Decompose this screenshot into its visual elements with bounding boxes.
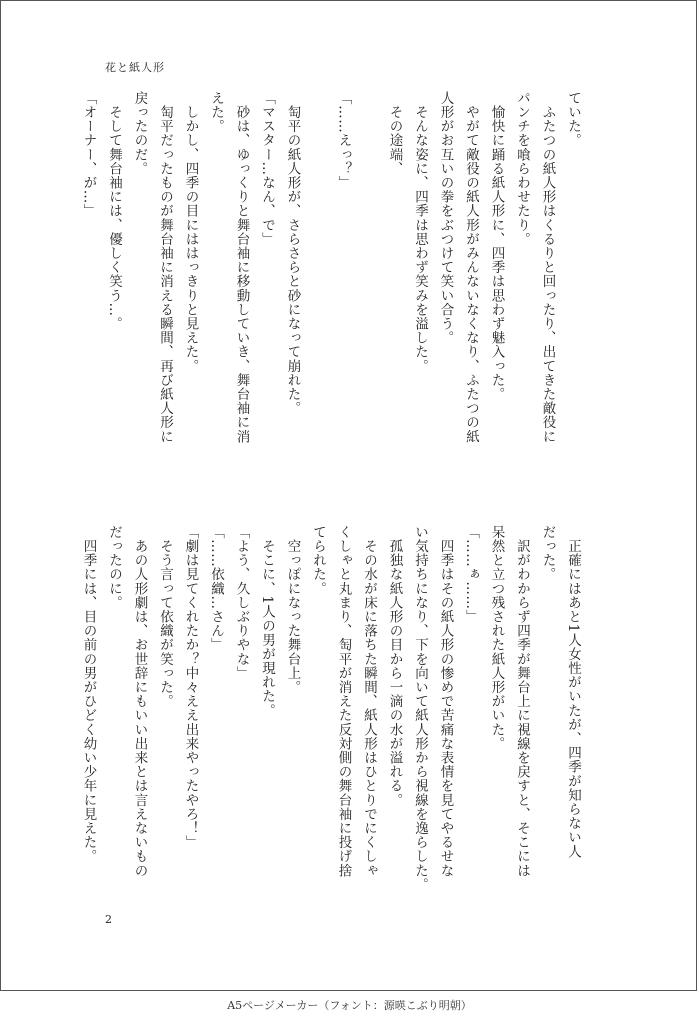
text-line: そう言って依織が笑った。 [157,525,173,709]
text-line: 「劇は見てくれたか？中々ええ出来やったやろ！」 [182,525,199,850]
text-line: 匋平の紙人形が、さらさらと砂になって崩れた。 [284,91,301,416]
text-line: くしゃと丸まり、匋平が消えた反対側の舞台袖に投げ捨 [335,525,352,878]
text-line: しかし、四季の目にははっきりと見えた。 [182,91,199,373]
text-line: だった。 [539,525,556,582]
text-line: そんな姿に、四季は思わず笑みを溢した。 [412,91,428,373]
text-line: えた。 [208,91,224,134]
text-line: その途端、 [386,91,403,176]
text-line: 四季には、目の前の男がひどく幼い少年に見えた。 [80,525,97,864]
text-block-upper [75,91,585,491]
text-line: てられた。 [310,525,326,596]
text-line: 「マスター…なん、で」 [259,91,275,247]
text-block-lower [75,525,585,925]
text-line: 「よう、久しぶりやな」 [233,525,250,681]
text-line: 「オーナー、が…」 [80,91,97,218]
text-line: 空っぽになった舞台上。 [284,525,301,695]
text-line: 人形がお互いの拳をぶつけて笑い合う。 [437,91,454,345]
footer-caption: A5ページメーカー（フォント：源暎こぶり明朝） [227,999,472,1012]
text-line: 砂は、ゆっくりと舞台袖に移動していき、舞台袖に消 [233,91,250,444]
text-line: 呆然と立つ残された紙人形がいた。 [488,525,505,751]
text-line: 四季はその紙人形の惨めで苦痛な表情を見てやるせな [437,525,454,878]
text-line: ふたつの紙人形はくるりと回ったり、出てきた敵役に [539,91,556,444]
text-line: その水が床に落ちた瞬間、紙人形はひとりでにくしゃ [361,525,377,878]
text-line [305,91,331,491]
text-line [356,91,382,491]
text-line: あの人形劇は、お世辞にもいい出来とは言えないもの [131,525,148,878]
text-line: 正確にはあと1人女性がいたが、四季が知らない人 [565,525,581,859]
text-line: 戻ったのだ。 [131,91,148,176]
running-title: 花と紙人形 [105,61,165,74]
text-line: 「……ぁ……」 [463,525,479,624]
text-line: 「……えっ？」 [335,91,352,190]
text-line: ていた。 [565,91,581,148]
text-line: パンチを喰らわせたり。 [514,91,530,247]
text-line: やがて敵役の紙人形がみんないなくなり、ふたつの紙 [463,91,479,444]
text-line: 匋平だったものが舞台袖に消える瞬間、再び紙人形に [157,91,173,444]
page-number: 2 [105,913,112,926]
text-line: 愉快に踊る紙人形に、四季は思わず魅入った。 [488,91,505,402]
text-line: そして舞台袖には、優しく笑う…。 [106,91,122,331]
text-line: 訳がわからず四季が舞台上に視線を戻すと、そこには [514,525,530,878]
text-line: だったのに。 [106,525,122,610]
text-line: そこに、1人の男が現れた。 [259,525,275,718]
text-line: 「……依織…さん」 [208,525,224,652]
text-line: 孤独な紙人形の目から一滴の水が溢れる。 [386,525,403,807]
text-line: い気持ちになり、下を向いて紙人形から視線を逸らした。 [412,525,428,892]
